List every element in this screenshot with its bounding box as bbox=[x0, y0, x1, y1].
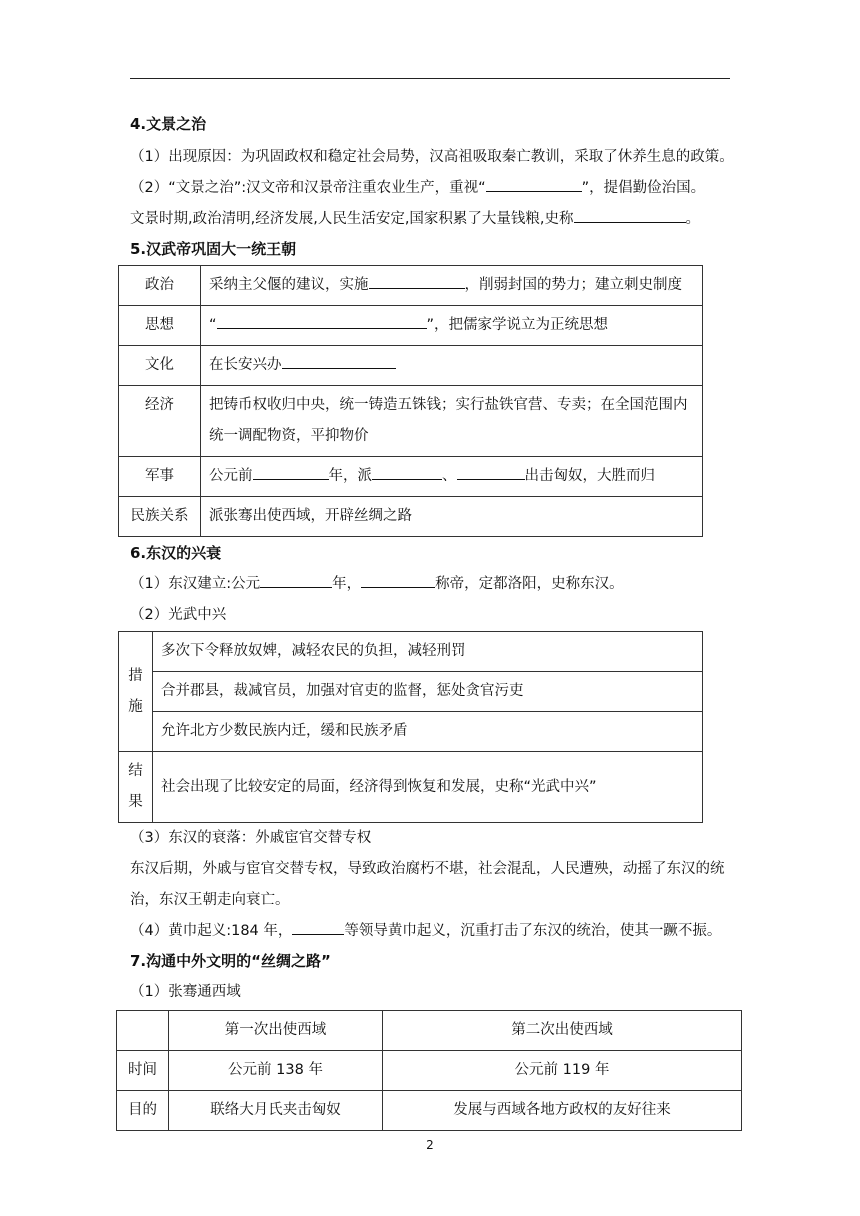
section-4-para-3 bbox=[130, 204, 735, 235]
row-content bbox=[201, 457, 703, 497]
wudi-table bbox=[118, 265, 703, 537]
row-content bbox=[201, 346, 703, 386]
cell-text: 年，派 bbox=[328, 468, 372, 484]
cell-text: “ bbox=[209, 317, 217, 333]
section-6-para-1 bbox=[130, 569, 735, 600]
section-6-para-5 bbox=[130, 916, 735, 947]
section-4-para-1: （1）出现原因：为巩固政权和稳定社会局势，汉高祖吸取秦亡教训，采取了休养生息的政策。 bbox=[130, 149, 734, 165]
section-4-para-2-text-b: ”，提倡勤俭治国。 bbox=[581, 180, 706, 196]
section-6-heading: 6.东汉的兴衰 bbox=[130, 544, 222, 562]
content-body bbox=[130, 96, 735, 1131]
section-6-para-4: 东汉后期，外戚与宦官交替专权，导致政治腐朽不堪，社会混乱，人民遭殃，动摇了东汉的统治，东汉王朝走向衰亡。 bbox=[130, 861, 725, 908]
row-label: 民族关系 bbox=[119, 497, 201, 537]
cell-text: 出击匈奴，大胜而归 bbox=[524, 468, 655, 484]
table-row bbox=[117, 1051, 742, 1091]
row-content: 把铸币权收归中央，统一铸造五铢钱；实行盐铁官营、专卖；在全国范围内统一调配物资，平抑物价 bbox=[201, 386, 703, 457]
column-header: 第一次出使西域 bbox=[169, 1011, 383, 1051]
section-4-para-2-text-a: （2）“文景之治”:汉文帝和汉景帝注重农业生产，重视“ bbox=[130, 180, 486, 196]
table-row bbox=[119, 306, 703, 346]
row-content: 派张骞出使西域，开辟丝绸之路 bbox=[201, 497, 703, 537]
fill-blank[interactable] bbox=[369, 272, 465, 289]
measure-item: 多次下令释放奴婢，减轻农民的负担，减轻刑罚 bbox=[153, 632, 703, 672]
measures-label: 措施 bbox=[119, 632, 153, 752]
fill-blank[interactable] bbox=[282, 352, 396, 369]
cell-text: ，削弱封国的势力；建立刺史制度 bbox=[464, 277, 682, 293]
column-header: 第二次出使西域 bbox=[383, 1011, 742, 1051]
para-text: （1）东汉建立:公元 bbox=[130, 576, 261, 592]
row-label: 思想 bbox=[119, 306, 201, 346]
fill-blank[interactable] bbox=[574, 206, 686, 223]
fill-blank[interactable] bbox=[253, 463, 329, 480]
section-7-heading: 7.沟通中外文明的“丝绸之路” bbox=[130, 952, 331, 970]
row-label: 军事 bbox=[119, 457, 201, 497]
table-cell: 公元前 138 年 bbox=[169, 1051, 383, 1091]
measure-item: 合并郡县，裁减官员，加强对官吏的监督，惩处贪官污吏 bbox=[153, 672, 703, 712]
table-row bbox=[119, 346, 703, 386]
table-row bbox=[119, 632, 703, 672]
row-content bbox=[201, 306, 703, 346]
table-row bbox=[119, 386, 703, 457]
section-4-heading: 4.文景之治 bbox=[130, 115, 207, 133]
fill-blank[interactable] bbox=[486, 175, 582, 192]
page-number: 2 bbox=[426, 1138, 434, 1152]
guangwu-table bbox=[118, 631, 703, 823]
table-row bbox=[119, 457, 703, 497]
section-6-para-2: （2）光武中兴 bbox=[130, 607, 227, 623]
table-row bbox=[119, 752, 703, 823]
para-text: 年， bbox=[332, 576, 362, 592]
fill-blank[interactable] bbox=[372, 463, 442, 480]
fill-blank[interactable] bbox=[260, 571, 332, 588]
header-rule bbox=[130, 78, 730, 79]
measure-item: 允许北方少数民族内迁，缓和民族矛盾 bbox=[153, 712, 703, 752]
result-text: 社会出现了比较安定的局面，经济得到恢复和发展，史称“光武中兴” bbox=[153, 752, 703, 823]
section-4-para-3-text-b: 。 bbox=[685, 211, 701, 227]
fill-blank[interactable] bbox=[217, 312, 427, 329]
cell-text: 公元前 bbox=[209, 468, 253, 484]
row-content bbox=[201, 266, 703, 306]
table-row bbox=[117, 1091, 742, 1131]
fill-blank[interactable] bbox=[457, 463, 525, 480]
section-4-para-2 bbox=[130, 173, 735, 204]
table-cell: 联络大月氏夹击匈奴 bbox=[169, 1091, 383, 1131]
para-text: 等领导黄巾起义，沉重打击了东汉的统治，使其一蹶不振。 bbox=[344, 923, 722, 939]
row-label: 目的 bbox=[117, 1091, 169, 1131]
cell-text: ”，把儒家学说立为正统思想 bbox=[426, 317, 609, 333]
table-row bbox=[119, 712, 703, 752]
empty-cell bbox=[117, 1011, 169, 1051]
para-text: 称帝，定都洛阳，史称东汉。 bbox=[435, 576, 624, 592]
row-label: 政治 bbox=[119, 266, 201, 306]
row-label: 时间 bbox=[117, 1051, 169, 1091]
row-label: 文化 bbox=[119, 346, 201, 386]
table-cell: 公元前 119 年 bbox=[383, 1051, 742, 1091]
fill-blank[interactable] bbox=[292, 918, 344, 935]
result-label: 结果 bbox=[119, 752, 153, 823]
zhangqian-table bbox=[116, 1010, 742, 1131]
cell-text: 在长安兴办 bbox=[209, 357, 282, 373]
row-label: 经济 bbox=[119, 386, 201, 457]
table-row bbox=[119, 497, 703, 537]
cell-text: 采纳主父偃的建议，实施 bbox=[209, 277, 369, 293]
section-4-para-3-text-a: 文景时期,政治清明,经济发展,人民生活安定,国家积累了大量钱粮,史称 bbox=[130, 211, 574, 227]
table-cell: 发展与西域各地方政权的友好往来 bbox=[383, 1091, 742, 1131]
section-5-heading: 5.汉武帝巩固大一统王朝 bbox=[130, 240, 297, 258]
section-6-para-3: （3）东汉的衰落：外戚宦官交替专权 bbox=[130, 830, 372, 846]
para-text: （4）黄巾起义:184 年， bbox=[130, 923, 293, 939]
table-row bbox=[117, 1011, 742, 1051]
section-7-para-1: （1）张骞通西域 bbox=[130, 984, 241, 1000]
table-row bbox=[119, 266, 703, 306]
fill-blank[interactable] bbox=[361, 571, 435, 588]
table-row bbox=[119, 672, 703, 712]
cell-text: 、 bbox=[442, 468, 457, 484]
